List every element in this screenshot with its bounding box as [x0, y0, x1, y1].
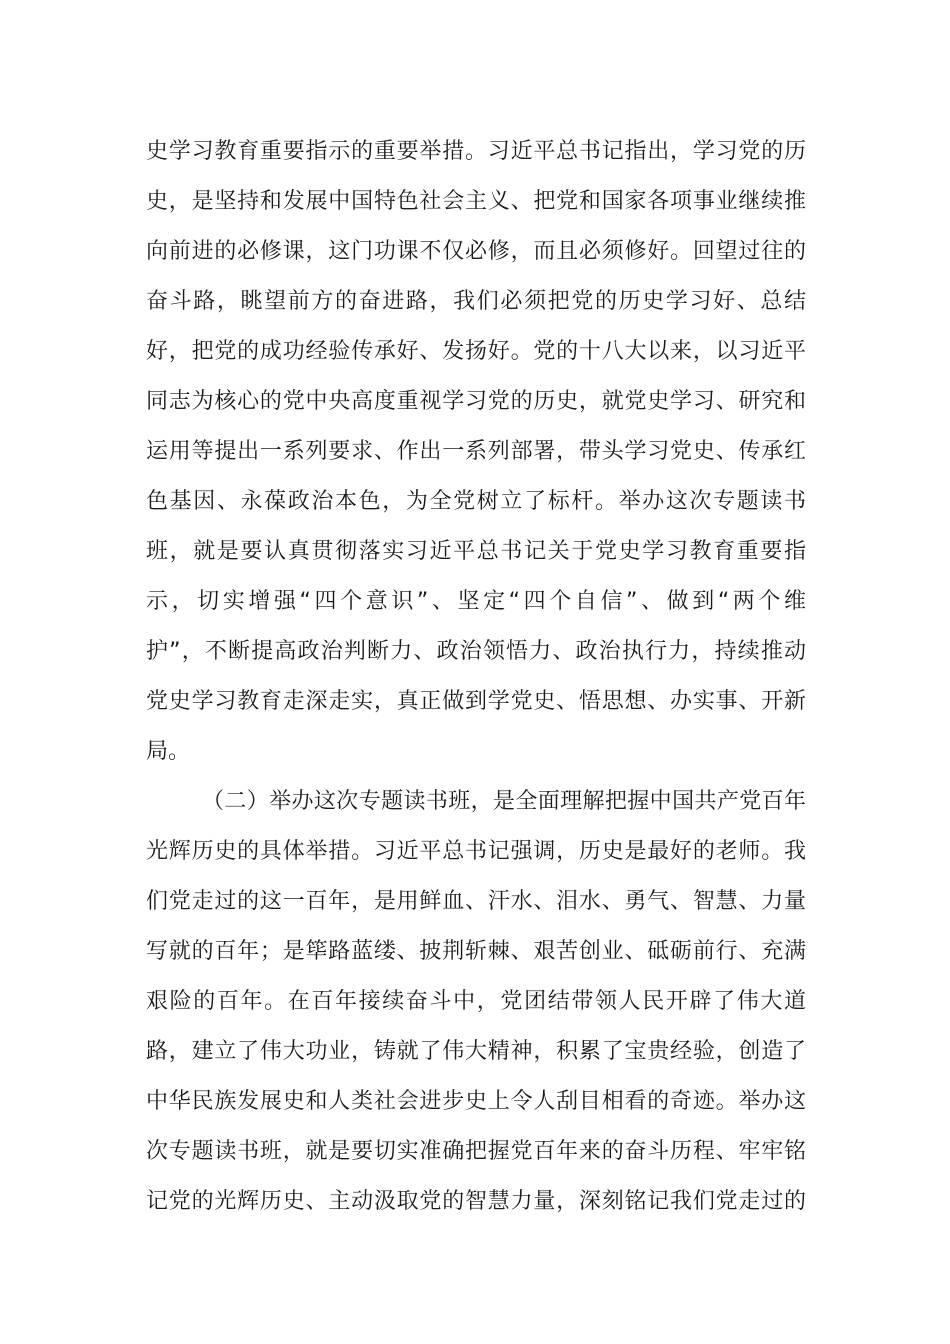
- text-line: 同志为核心的党中央高度重视学习党的历史，就党史学习、研究和: [146, 389, 806, 414]
- text-line: 班，就是要认真贯彻落实习近平总书记关于党史学习教育重要指: [146, 539, 806, 564]
- text-line: 局。: [146, 739, 191, 764]
- text-line: 史学习教育重要指示的重要举措。习近平总书记指出，学习党的历: [146, 139, 806, 164]
- text-line: 次专题读书班，就是要切实准确把握党百年来的奋斗历程、牢牢铭: [146, 1139, 806, 1164]
- text-line: 史，是坚持和发展中国特色社会主义、把党和国家各项事业继续推: [146, 189, 806, 214]
- text-line: 记党的光辉历史、主动汲取党的智慧力量，深刻铭记我们党走过的: [146, 1189, 806, 1214]
- text-line: 中华民族发展史和人类社会进步史上令人刮目相看的奇迹。举办这: [146, 1089, 806, 1114]
- text-line: 光辉历史的具体举措。习近平总书记强调，历史是最好的老师。我: [146, 839, 806, 864]
- text-line: 向前进的必修课，这门功课不仅必修，而且必须修好。回望过往的: [146, 239, 806, 264]
- text-line: 示，切实增强“四个意识”、坚定“四个自信”、做到“两个维: [146, 589, 806, 614]
- text-line: 护”，不断提高政治判断力、政治领悟力、政治执行力，持续推动: [146, 639, 806, 664]
- text-line: 艰险的百年。在百年接续奋斗中，党团结带领人民开辟了伟大道: [146, 989, 806, 1014]
- text-line: 运用等提出一系列要求、作出一系列部署，带头学习党史、传承红: [146, 439, 806, 464]
- text-line: 们党走过的这一百年，是用鲜血、汗水、泪水、勇气、智慧、力量: [146, 889, 806, 914]
- text-line: 党史学习教育走深走实，真正做到学党史、悟思想、办实事、开新: [146, 689, 806, 714]
- paragraph-first-line: （二）举办这次专题读书班，是全面理解把握中国共产党百年: [202, 789, 806, 814]
- text-line: 色基因、永葆政治本色，为全党树立了标杆。举办这次专题读书: [146, 489, 806, 514]
- text-line: 写就的百年；是筚路蓝缕、披荆斩棘、艰苦创业、砥砺前行、充满: [146, 939, 806, 964]
- text-line: 好，把党的成功经验传承好、发扬好。党的十八大以来，以习近平: [146, 339, 806, 364]
- text-line: 路，建立了伟大功业，铸就了伟大精神，积累了宝贵经验，创造了: [146, 1039, 806, 1064]
- text-line: 奋斗路，眺望前方的奋进路，我们必须把党的历史学习好、总结: [146, 289, 806, 314]
